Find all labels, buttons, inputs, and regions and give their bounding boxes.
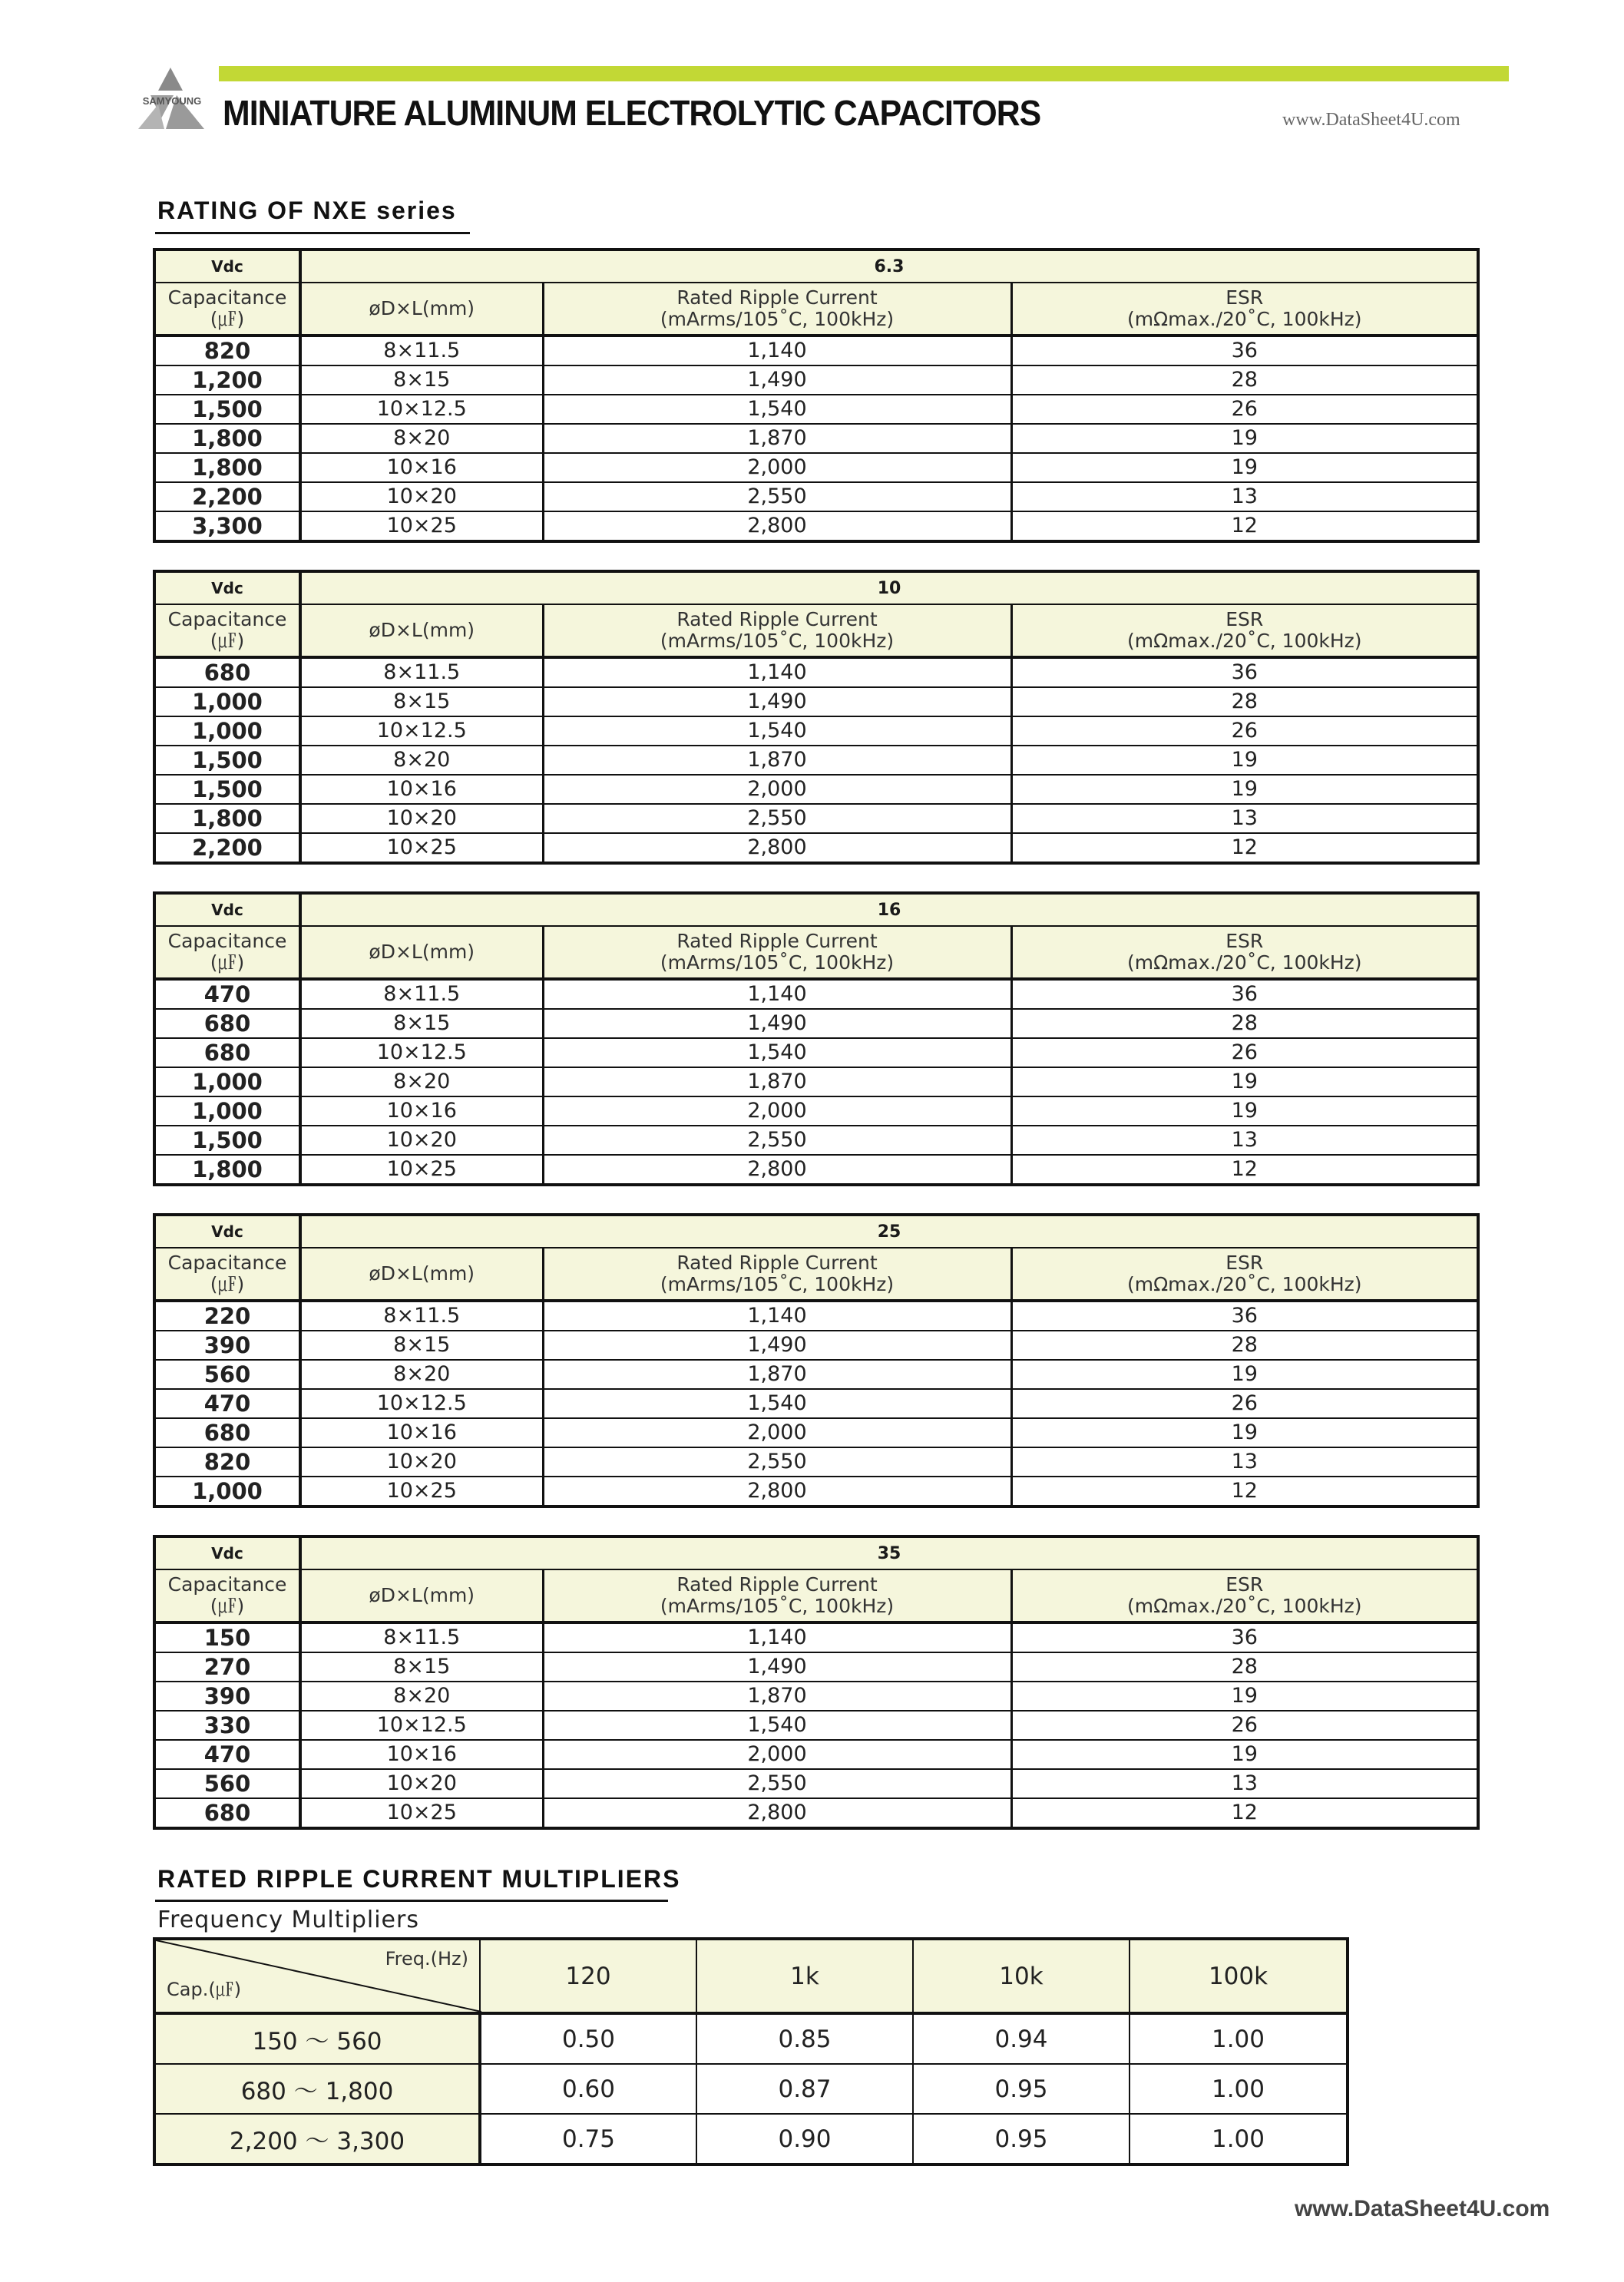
ripple-cell: 2,800	[543, 511, 1011, 541]
esr-header: ESR (mΩmax./20˚C, 100kHz)	[1011, 1248, 1478, 1301]
esr-cell: 28	[1011, 1009, 1478, 1038]
ripple-header: Rated Ripple Current (mArms/105˚C, 100kHz)	[543, 926, 1011, 979]
multiplier-cell: 1.00	[1130, 2013, 1348, 2064]
capacitance-cell: 1,800	[154, 1155, 300, 1185]
multiplier-cell: 1.00	[1130, 2114, 1348, 2165]
ripple-cell: 2,000	[543, 775, 1011, 804]
ripple-cell: 1,540	[543, 395, 1011, 424]
svg-text:SAMYOUNG: SAMYOUNG	[142, 95, 202, 107]
capacitance-cell: 560	[154, 1769, 300, 1798]
samyoung-logo	[135, 64, 209, 135]
capacitance-cell: 1,200	[154, 365, 300, 395]
size-header: øD×L(mm)	[300, 283, 543, 336]
esr-cell: 26	[1011, 1711, 1478, 1740]
rating-block-vdc	[153, 1535, 1477, 1830]
vdc-label: Vdc	[154, 1536, 300, 1569]
esr-cell: 26	[1011, 1038, 1478, 1067]
size-cell: 8×11.5	[300, 1301, 543, 1331]
size-cell: 10×16	[300, 1096, 543, 1126]
size-cell: 10×12.5	[300, 1038, 543, 1067]
size-cell: 8×15	[300, 365, 543, 395]
rating-title-underline	[155, 232, 470, 234]
capacitance-cell: 680	[154, 1038, 300, 1067]
capacitance-cell: 680	[154, 1418, 300, 1447]
ripple-cell: 2,000	[543, 1418, 1011, 1447]
esr-header: ESR (mΩmax./20˚C, 100kHz)	[1011, 283, 1478, 336]
multipliers-table-wrap	[153, 1937, 1346, 2166]
size-cell: 8×11.5	[300, 979, 543, 1009]
capacitance-cell: 390	[154, 1682, 300, 1711]
table-row	[154, 1711, 1478, 1740]
esr-cell: 19	[1011, 453, 1478, 482]
esr-cell: 19	[1011, 424, 1478, 453]
size-cell: 10×20	[300, 1126, 543, 1155]
size-cell: 8×15	[300, 1009, 543, 1038]
rating-table	[153, 1213, 1480, 1508]
table-row	[154, 1331, 1478, 1360]
ripple-cell: 2,550	[543, 1447, 1011, 1477]
table-row	[154, 1447, 1478, 1477]
size-cell: 10×12.5	[300, 1389, 543, 1418]
ripple-cell: 1,490	[543, 1009, 1011, 1038]
table-row	[154, 1798, 1478, 1828]
size-cell: 10×25	[300, 1155, 543, 1185]
ripple-cell: 1,870	[543, 1682, 1011, 1711]
size-cell: 10×25	[300, 1477, 543, 1506]
table-row	[154, 746, 1478, 775]
capacitance-cell: 560	[154, 1360, 300, 1389]
cap-range-cell: 150 ～ 560	[154, 2013, 480, 2064]
esr-cell: 19	[1011, 746, 1478, 775]
ripple-cell: 1,870	[543, 746, 1011, 775]
esr-cell: 26	[1011, 395, 1478, 424]
size-cell: 8×20	[300, 424, 543, 453]
ripple-cell: 1,140	[543, 1622, 1011, 1652]
ripple-cell: 1,490	[543, 365, 1011, 395]
size-cell: 10×16	[300, 1740, 543, 1769]
capacitance-cell: 2,200	[154, 833, 300, 863]
ripple-cell: 2,000	[543, 453, 1011, 482]
size-cell: 8×11.5	[300, 1622, 543, 1652]
esr-cell: 36	[1011, 1301, 1478, 1331]
esr-cell: 12	[1011, 1477, 1478, 1506]
esr-header: ESR (mΩmax./20˚C, 100kHz)	[1011, 1569, 1478, 1622]
table-row	[154, 453, 1478, 482]
ripple-cell: 2,000	[543, 1740, 1011, 1769]
esr-cell: 19	[1011, 775, 1478, 804]
capacitance-cell: 270	[154, 1652, 300, 1682]
esr-cell: 36	[1011, 657, 1478, 687]
esr-cell: 12	[1011, 511, 1478, 541]
capacitance-cell: 1,500	[154, 395, 300, 424]
vdc-value: 25	[300, 1215, 1478, 1248]
capacitance-cell: 820	[154, 336, 300, 365]
size-cell: 8×15	[300, 1331, 543, 1360]
ripple-cell: 2,550	[543, 1769, 1011, 1798]
table-row	[154, 687, 1478, 716]
esr-cell: 19	[1011, 1096, 1478, 1126]
frequency-header: 1k	[696, 1939, 913, 2013]
table-row	[154, 1418, 1478, 1447]
esr-cell: 28	[1011, 1331, 1478, 1360]
size-cell: 8×11.5	[300, 657, 543, 687]
table-row	[154, 804, 1478, 833]
capacitance-cell: 1,000	[154, 716, 300, 746]
esr-cell: 36	[1011, 1622, 1478, 1652]
capacitance-cell: 820	[154, 1447, 300, 1477]
size-cell: 10×20	[300, 1769, 543, 1798]
ripple-cell: 1,870	[543, 1360, 1011, 1389]
table-row	[154, 482, 1478, 511]
multiplier-cell: 0.50	[480, 2013, 696, 2064]
rating-table	[153, 570, 1480, 865]
ripple-cell: 1,870	[543, 1067, 1011, 1096]
table-row	[154, 1769, 1478, 1798]
cap-label: Cap.(㎌)	[167, 1979, 242, 2000]
cap-range-cell: 2,200 ～ 3,300	[154, 2114, 480, 2165]
vdc-label: Vdc	[154, 250, 300, 283]
esr-cell: 12	[1011, 1798, 1478, 1828]
ripple-cell: 1,490	[543, 1331, 1011, 1360]
table-row	[154, 1477, 1478, 1506]
ripple-cell: 1,140	[543, 1301, 1011, 1331]
esr-cell: 13	[1011, 804, 1478, 833]
multiplier-cell: 0.60	[480, 2064, 696, 2114]
ripple-cell: 2,800	[543, 833, 1011, 863]
multiplier-cell: 0.75	[480, 2114, 696, 2165]
capacitance-cell: 390	[154, 1331, 300, 1360]
footer-watermark: www.DataSheet4U.com	[1295, 2196, 1550, 2221]
capacitance-header: Capacitance (㎌)	[154, 283, 300, 336]
table-row	[154, 336, 1478, 365]
esr-cell: 13	[1011, 1447, 1478, 1477]
table-row	[154, 1389, 1478, 1418]
size-cell: 10×16	[300, 453, 543, 482]
esr-header: ESR (mΩmax./20˚C, 100kHz)	[1011, 604, 1478, 657]
frequency-header: 100k	[1130, 1939, 1348, 2013]
rating-table	[153, 891, 1480, 1186]
size-cell: 10×12.5	[300, 716, 543, 746]
capacitance-cell: 2,200	[154, 482, 300, 511]
rating-block-vdc	[153, 891, 1477, 1186]
capacitance-cell: 150	[154, 1622, 300, 1652]
size-cell: 10×16	[300, 775, 543, 804]
capacitance-cell: 1,000	[154, 1096, 300, 1126]
ripple-cell: 1,540	[543, 1038, 1011, 1067]
multiplier-cell: 1.00	[1130, 2064, 1348, 2114]
capacitance-cell: 1,500	[154, 1126, 300, 1155]
ripple-header: Rated Ripple Current (mArms/105˚C, 100kHz)	[543, 1569, 1011, 1622]
capacitance-cell: 470	[154, 979, 300, 1009]
capacitance-cell: 470	[154, 1740, 300, 1769]
esr-cell: 28	[1011, 365, 1478, 395]
header-accent-bar	[219, 66, 1509, 81]
size-header: øD×L(mm)	[300, 1248, 543, 1301]
ripple-cell: 1,540	[543, 1711, 1011, 1740]
vdc-label: Vdc	[154, 893, 300, 926]
capacitance-cell: 680	[154, 1798, 300, 1828]
esr-cell: 19	[1011, 1360, 1478, 1389]
esr-cell: 12	[1011, 1155, 1478, 1185]
table-row	[154, 1096, 1478, 1126]
capacitance-cell: 1,800	[154, 804, 300, 833]
ripple-cell: 2,800	[543, 1477, 1011, 1506]
size-header: øD×L(mm)	[300, 1569, 543, 1622]
vdc-value: 6.3	[300, 250, 1478, 283]
table-row	[154, 833, 1478, 863]
table-row	[154, 1652, 1478, 1682]
capacitance-cell: 680	[154, 657, 300, 687]
capacitance-cell: 3,300	[154, 511, 300, 541]
multiplier-cell: 0.94	[913, 2013, 1130, 2064]
rating-block-vdc	[153, 570, 1477, 865]
ripple-cell: 2,000	[543, 1096, 1011, 1126]
esr-cell: 28	[1011, 1652, 1478, 1682]
capacitance-cell: 470	[154, 1389, 300, 1418]
document-title: MINIATURE ALUMINUM ELECTROLYTIC CAPACITORS	[223, 93, 1041, 133]
rating-table	[153, 1535, 1480, 1830]
table-row	[154, 365, 1478, 395]
table-row	[154, 2064, 1348, 2114]
capacitance-cell: 1,000	[154, 1067, 300, 1096]
capacitance-cell: 1,000	[154, 1477, 300, 1506]
table-row	[154, 657, 1478, 687]
ripple-cell: 1,870	[543, 424, 1011, 453]
table-row	[154, 1038, 1478, 1067]
size-cell: 8×20	[300, 1682, 543, 1711]
table-row	[154, 775, 1478, 804]
esr-header: ESR (mΩmax./20˚C, 100kHz)	[1011, 926, 1478, 979]
table-row	[154, 395, 1478, 424]
rating-section-title: RATING OF NXE series	[157, 197, 457, 224]
ripple-cell: 1,140	[543, 336, 1011, 365]
frequency-header: 10k	[913, 1939, 1130, 2013]
size-cell: 8×15	[300, 1652, 543, 1682]
multipliers-title-underline	[155, 1900, 668, 1902]
vdc-value: 10	[300, 571, 1478, 604]
ripple-cell: 1,140	[543, 979, 1011, 1009]
ripple-cell: 1,540	[543, 1389, 1011, 1418]
rating-block-vdc	[153, 248, 1477, 543]
multipliers-section-title: RATED RIPPLE CURRENT MULTIPLIERS	[157, 1865, 681, 1893]
esr-cell: 19	[1011, 1418, 1478, 1447]
capacitance-cell: 1,000	[154, 687, 300, 716]
cap-range-cell: 680 ～ 1,800	[154, 2064, 480, 2114]
freq-cap-header	[154, 1939, 480, 2013]
table-row	[154, 1009, 1478, 1038]
table-row	[154, 2114, 1348, 2165]
size-cell: 10×25	[300, 1798, 543, 1828]
table-row	[154, 1740, 1478, 1769]
esr-cell: 13	[1011, 1126, 1478, 1155]
capacitance-header: Capacitance (㎌)	[154, 604, 300, 657]
esr-cell: 36	[1011, 336, 1478, 365]
size-cell: 10×20	[300, 804, 543, 833]
ripple-cell: 1,140	[543, 657, 1011, 687]
table-row	[154, 1360, 1478, 1389]
esr-cell: 26	[1011, 716, 1478, 746]
multiplier-cell: 0.87	[696, 2064, 913, 2114]
ripple-cell: 1,540	[543, 716, 1011, 746]
table-row	[154, 716, 1478, 746]
table-row	[154, 1126, 1478, 1155]
size-cell: 10×12.5	[300, 395, 543, 424]
size-cell: 10×25	[300, 833, 543, 863]
size-cell: 8×20	[300, 746, 543, 775]
frequency-multipliers-subtitle: Frequency Multipliers	[157, 1907, 419, 1933]
ripple-cell: 2,800	[543, 1155, 1011, 1185]
vdc-value: 16	[300, 893, 1478, 926]
size-cell: 10×20	[300, 1447, 543, 1477]
size-cell: 10×12.5	[300, 1711, 543, 1740]
capacitance-header: Capacitance (㎌)	[154, 1569, 300, 1622]
ripple-cell: 2,550	[543, 1126, 1011, 1155]
capacitance-cell: 330	[154, 1711, 300, 1740]
capacitance-cell: 680	[154, 1009, 300, 1038]
esr-cell: 12	[1011, 833, 1478, 863]
header-watermark: www.DataSheet4U.com	[1282, 110, 1460, 130]
size-cell: 8×15	[300, 687, 543, 716]
capacitance-cell: 1,500	[154, 775, 300, 804]
ripple-header: Rated Ripple Current (mArms/105˚C, 100kHz)	[543, 1248, 1011, 1301]
esr-cell: 19	[1011, 1740, 1478, 1769]
frequency-header: 120	[480, 1939, 696, 2013]
multiplier-cell: 0.90	[696, 2114, 913, 2165]
capacitance-cell: 1,800	[154, 424, 300, 453]
multipliers-table	[153, 1937, 1349, 2166]
ripple-header: Rated Ripple Current (mArms/105˚C, 100kHz)	[543, 283, 1011, 336]
multiplier-cell: 0.85	[696, 2013, 913, 2064]
ripple-cell: 2,550	[543, 482, 1011, 511]
multiplier-cell: 0.95	[913, 2064, 1130, 2114]
vdc-value: 35	[300, 1536, 1478, 1569]
esr-cell: 26	[1011, 1389, 1478, 1418]
size-cell: 8×20	[300, 1360, 543, 1389]
size-header: øD×L(mm)	[300, 926, 543, 979]
table-row	[154, 1155, 1478, 1185]
table-row	[154, 511, 1478, 541]
ripple-cell: 2,550	[543, 804, 1011, 833]
size-cell: 10×20	[300, 482, 543, 511]
size-cell: 10×16	[300, 1418, 543, 1447]
esr-cell: 13	[1011, 1769, 1478, 1798]
table-row	[154, 1067, 1478, 1096]
ripple-header: Rated Ripple Current (mArms/105˚C, 100kHz)	[543, 604, 1011, 657]
table-row	[154, 1301, 1478, 1331]
capacitance-cell: 220	[154, 1301, 300, 1331]
vdc-label: Vdc	[154, 1215, 300, 1248]
capacitance-cell: 1,500	[154, 746, 300, 775]
ripple-cell: 2,800	[543, 1798, 1011, 1828]
esr-cell: 28	[1011, 687, 1478, 716]
multiplier-cell: 0.95	[913, 2114, 1130, 2165]
capacitance-cell: 1,800	[154, 453, 300, 482]
rating-block-vdc	[153, 1213, 1477, 1508]
capacitance-header: Capacitance (㎌)	[154, 1248, 300, 1301]
table-row	[154, 1682, 1478, 1711]
esr-cell: 19	[1011, 1682, 1478, 1711]
vdc-label: Vdc	[154, 571, 300, 604]
esr-cell: 19	[1011, 1067, 1478, 1096]
size-cell: 10×25	[300, 511, 543, 541]
freq-label: Freq.(Hz)	[385, 1948, 468, 1969]
capacitance-header: Capacitance (㎌)	[154, 926, 300, 979]
size-header: øD×L(mm)	[300, 604, 543, 657]
ripple-cell: 1,490	[543, 1652, 1011, 1682]
ripple-cell: 1,490	[543, 687, 1011, 716]
table-row	[154, 424, 1478, 453]
table-row	[154, 1622, 1478, 1652]
rating-table	[153, 248, 1480, 543]
table-row	[154, 979, 1478, 1009]
esr-cell: 13	[1011, 482, 1478, 511]
esr-cell: 36	[1011, 979, 1478, 1009]
size-cell: 8×20	[300, 1067, 543, 1096]
size-cell: 8×11.5	[300, 336, 543, 365]
table-row	[154, 2013, 1348, 2064]
